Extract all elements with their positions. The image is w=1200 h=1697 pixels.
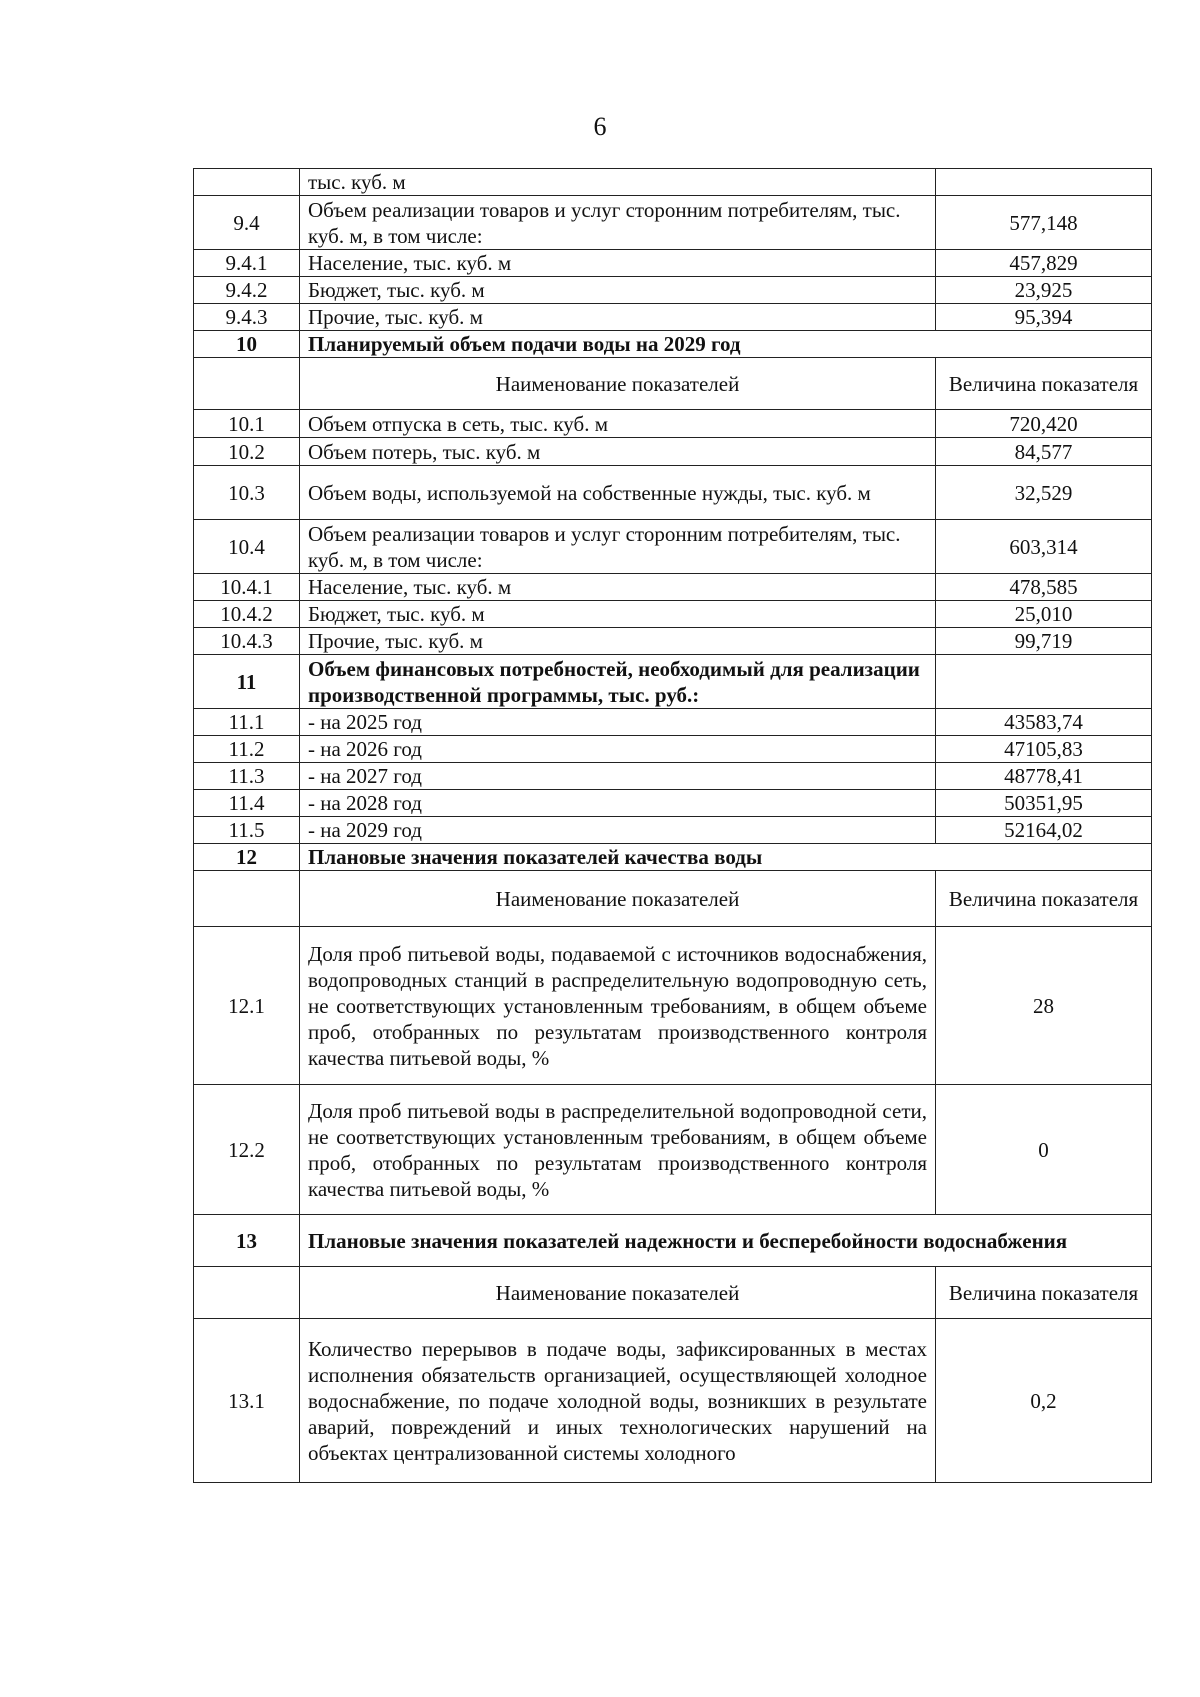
row-number: 11.4 [194,790,300,817]
indicator-value: 32,529 [936,466,1152,520]
indicator-value: 25,010 [936,601,1152,628]
row-number: 10.4 [194,520,300,574]
table-row [194,655,1152,709]
table-row [194,169,1152,196]
row-number: 11.5 [194,817,300,844]
table-row [194,304,1152,331]
indicator-value: 99,719 [936,628,1152,655]
indicators-table [193,168,1152,1483]
row-number: 9.4.3 [194,304,300,331]
indicator-name: Объем финансовых потребностей, необходимый для реализации производственной программы, тыс. руб.: [300,655,936,709]
indicator-value: 478,585 [936,574,1152,601]
section-number: 13 [194,1215,300,1267]
indicator-value: 577,148 [936,196,1152,250]
indicator-name: Доля проб питьевой воды в распределительной водопроводной сети, не соответствующих установленным требованиям, в общем объеме проб, отобранных по результатам производственного контроля качества питьевой воды, % [300,1085,936,1215]
section-title: Плановые значения показателей надежности и бесперебойности водоснабжения [300,1215,1152,1267]
header-value-cell: Величина показателя [936,358,1152,410]
row-number: 11 [194,655,300,709]
table-row [194,358,1152,410]
indicator-name: Объем отпуска в сеть, тыс. куб. м [300,410,936,438]
indicator-value: 720,420 [936,410,1152,438]
indicator-name: Объем реализации товаров и услуг сторонним потребителям, тыс. куб. м, в том числе: [300,196,936,250]
table-row [194,331,1152,358]
table-row [194,1319,1152,1483]
table-row [194,1215,1152,1267]
row-number: 10.2 [194,438,300,466]
indicator-name: - на 2029 год [300,817,936,844]
indicator-name: - на 2028 год [300,790,936,817]
table-row [194,844,1152,871]
indicator-value: 95,394 [936,304,1152,331]
indicator-name: Население, тыс. куб. м [300,250,936,277]
table-row [194,410,1152,438]
table-row [194,927,1152,1085]
table-row [194,1267,1152,1319]
row-number: 9.4.1 [194,250,300,277]
row-number: 10.4.2 [194,601,300,628]
indicator-value: 48778,41 [936,763,1152,790]
header-name-cell: Наименование показателей [300,358,936,410]
page-number: 6 [593,112,607,141]
table-row [194,574,1152,601]
row-number: 12.2 [194,1085,300,1215]
table-row [194,736,1152,763]
table-row [194,763,1152,790]
indicator-value: 23,925 [936,277,1152,304]
indicator-name: Объем воды, используемой на собственные нужды, тыс. куб. м [300,466,936,520]
row-number [194,169,300,196]
indicator-value: 52164,02 [936,817,1152,844]
header-number-cell [194,871,300,927]
section-title: Плановые значения показателей качества воды [300,844,1152,871]
header-value-cell: Величина показателя [936,871,1152,927]
table-row [194,277,1152,304]
row-number: 10.4.1 [194,574,300,601]
table-row [194,709,1152,736]
row-number: 11.3 [194,763,300,790]
indicator-name: - на 2026 год [300,736,936,763]
indicator-value: 84,577 [936,438,1152,466]
indicator-value: 28 [936,927,1152,1085]
indicator-name: Объем потерь, тыс. куб. м [300,438,936,466]
row-number: 10.1 [194,410,300,438]
header-number-cell [194,358,300,410]
table-row [194,196,1152,250]
section-number: 12 [194,844,300,871]
table-row [194,1085,1152,1215]
row-number: 11.1 [194,709,300,736]
header-number-cell [194,1267,300,1319]
table-row [194,790,1152,817]
indicator-name: Бюджет, тыс. куб. м [300,601,936,628]
section-number: 10 [194,331,300,358]
indicator-value: 457,829 [936,250,1152,277]
row-number: 9.4 [194,196,300,250]
table-row [194,871,1152,927]
indicator-name: Прочие, тыс. куб. м [300,628,936,655]
indicator-name: Население, тыс. куб. м [300,574,936,601]
table-row [194,628,1152,655]
indicator-value: 0 [936,1085,1152,1215]
row-number: 11.2 [194,736,300,763]
row-number: 10.4.3 [194,628,300,655]
indicator-name: - на 2027 год [300,763,936,790]
row-number: 13.1 [194,1319,300,1483]
indicator-name: - на 2025 год [300,709,936,736]
table-row [194,817,1152,844]
indicator-value: 50351,95 [936,790,1152,817]
indicator-value: 43583,74 [936,709,1152,736]
row-number: 9.4.2 [194,277,300,304]
table-row [194,520,1152,574]
table-row [194,466,1152,520]
table-row [194,250,1152,277]
header-name-cell: Наименование показателей [300,1267,936,1319]
table-row [194,438,1152,466]
section-title: Планируемый объем подачи воды на 2029 год [300,331,1152,358]
indicator-name: Прочие, тыс. куб. м [300,304,936,331]
indicator-value: 603,314 [936,520,1152,574]
indicator-name: тыс. куб. м [300,169,936,196]
indicator-name: Количество перерывов в подаче воды, зафиксированных в местах исполнения обязательств организацией, осуществляющей холодное водоснабжение, по подаче холодной воды, возникших в результате аварий, повреждений и иных технологических нарушений на объектах централизованной системы холодного [300,1319,936,1483]
indicator-value: 0,2 [936,1319,1152,1483]
indicator-name: Доля проб питьевой воды, подаваемой с источников водоснабжения, водопроводных станций в распределительную водопроводную сеть, не соответствующих установленным требованиям, в общем объеме проб, отобранных по результатам производственного контроля качества питьевой воды, % [300,927,936,1085]
indicator-value [936,655,1152,709]
table-row [194,601,1152,628]
indicator-name: Объем реализации товаров и услуг сторонним потребителям, тыс. куб. м, в том числе: [300,520,936,574]
indicator-name: Бюджет, тыс. куб. м [300,277,936,304]
indicator-value [936,169,1152,196]
indicator-value: 47105,83 [936,736,1152,763]
row-number: 10.3 [194,466,300,520]
row-number: 12.1 [194,927,300,1085]
header-name-cell: Наименование показателей [300,871,936,927]
header-value-cell: Величина показателя [936,1267,1152,1319]
